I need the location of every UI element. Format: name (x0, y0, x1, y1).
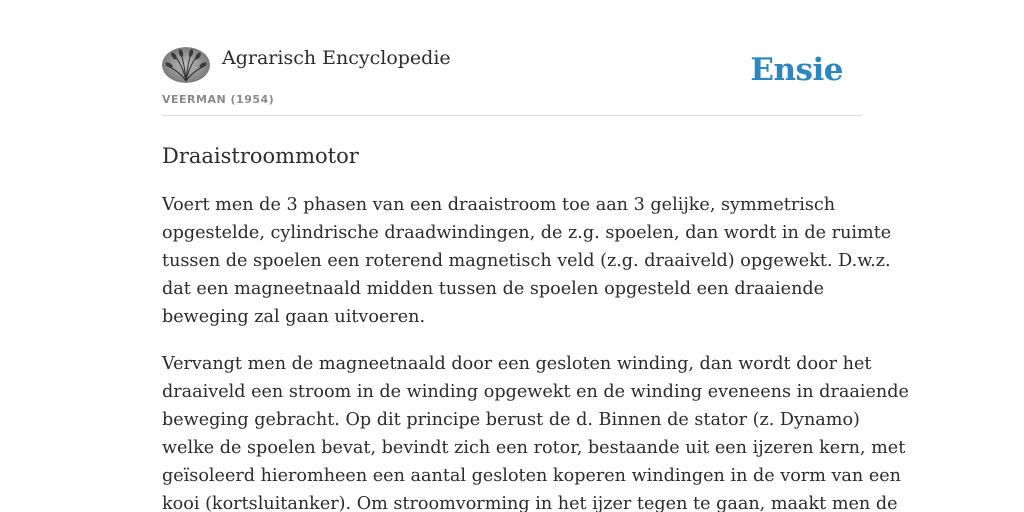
article-paragraph (162, 350, 909, 512)
ensie-logo[interactable]: Ensie (750, 52, 843, 88)
wheat-logo-icon[interactable] (162, 47, 210, 83)
site-header (162, 46, 862, 116)
paragraph-line: Vervangt men de magneetnaald door een gesloten winding, dan wordt door het (162, 354, 872, 374)
paragraph-line: kooi (kortsluitanker). Om stroomvorming in het ijzer tegen te gaan, maakt men de (162, 494, 898, 512)
page (162, 0, 909, 512)
paragraph-line: geïsoleerd hieromheen een aantal gesloten koperen windingen in de vorm van een (162, 466, 901, 486)
site-name[interactable]: Agrarisch Encyclopedie (222, 47, 451, 69)
paragraph-line: dat een magneetnaald midden tussen de spoelen opgesteld een draaiende (162, 279, 825, 299)
paragraph-line: tussen de spoelen een roterend magnetisch veld (z.g. draaiveld) opgewekt. D.w.z. (162, 251, 891, 271)
paragraph-line: draaiveld een stroom in de winding opgewekt en de winding eveneens in draaiende (162, 382, 909, 402)
article-paragraph (162, 191, 892, 331)
article-title: Draaistroommotor (162, 144, 359, 168)
paragraph-line: welke de spoelen bevat, bevindt zich een rotor, bestaande uit een ijzeren kern, met (162, 438, 906, 458)
paragraph-line: Voert men de 3 phasen van een draaistroom toe aan 3 gelijke, symmetrisch (162, 195, 836, 215)
paragraph-line: beweging zal gaan uitvoeren. (162, 307, 426, 327)
source-label: VEERMAN (1954) (162, 93, 275, 106)
paragraph-line: opgestelde, cylindrische draadwindingen, de z.g. spoelen, dan wordt in de ruimte (162, 223, 892, 243)
paragraph-line: beweging gebracht. Op dit principe berust de d. Binnen de stator (z. Dynamo) (162, 410, 860, 430)
